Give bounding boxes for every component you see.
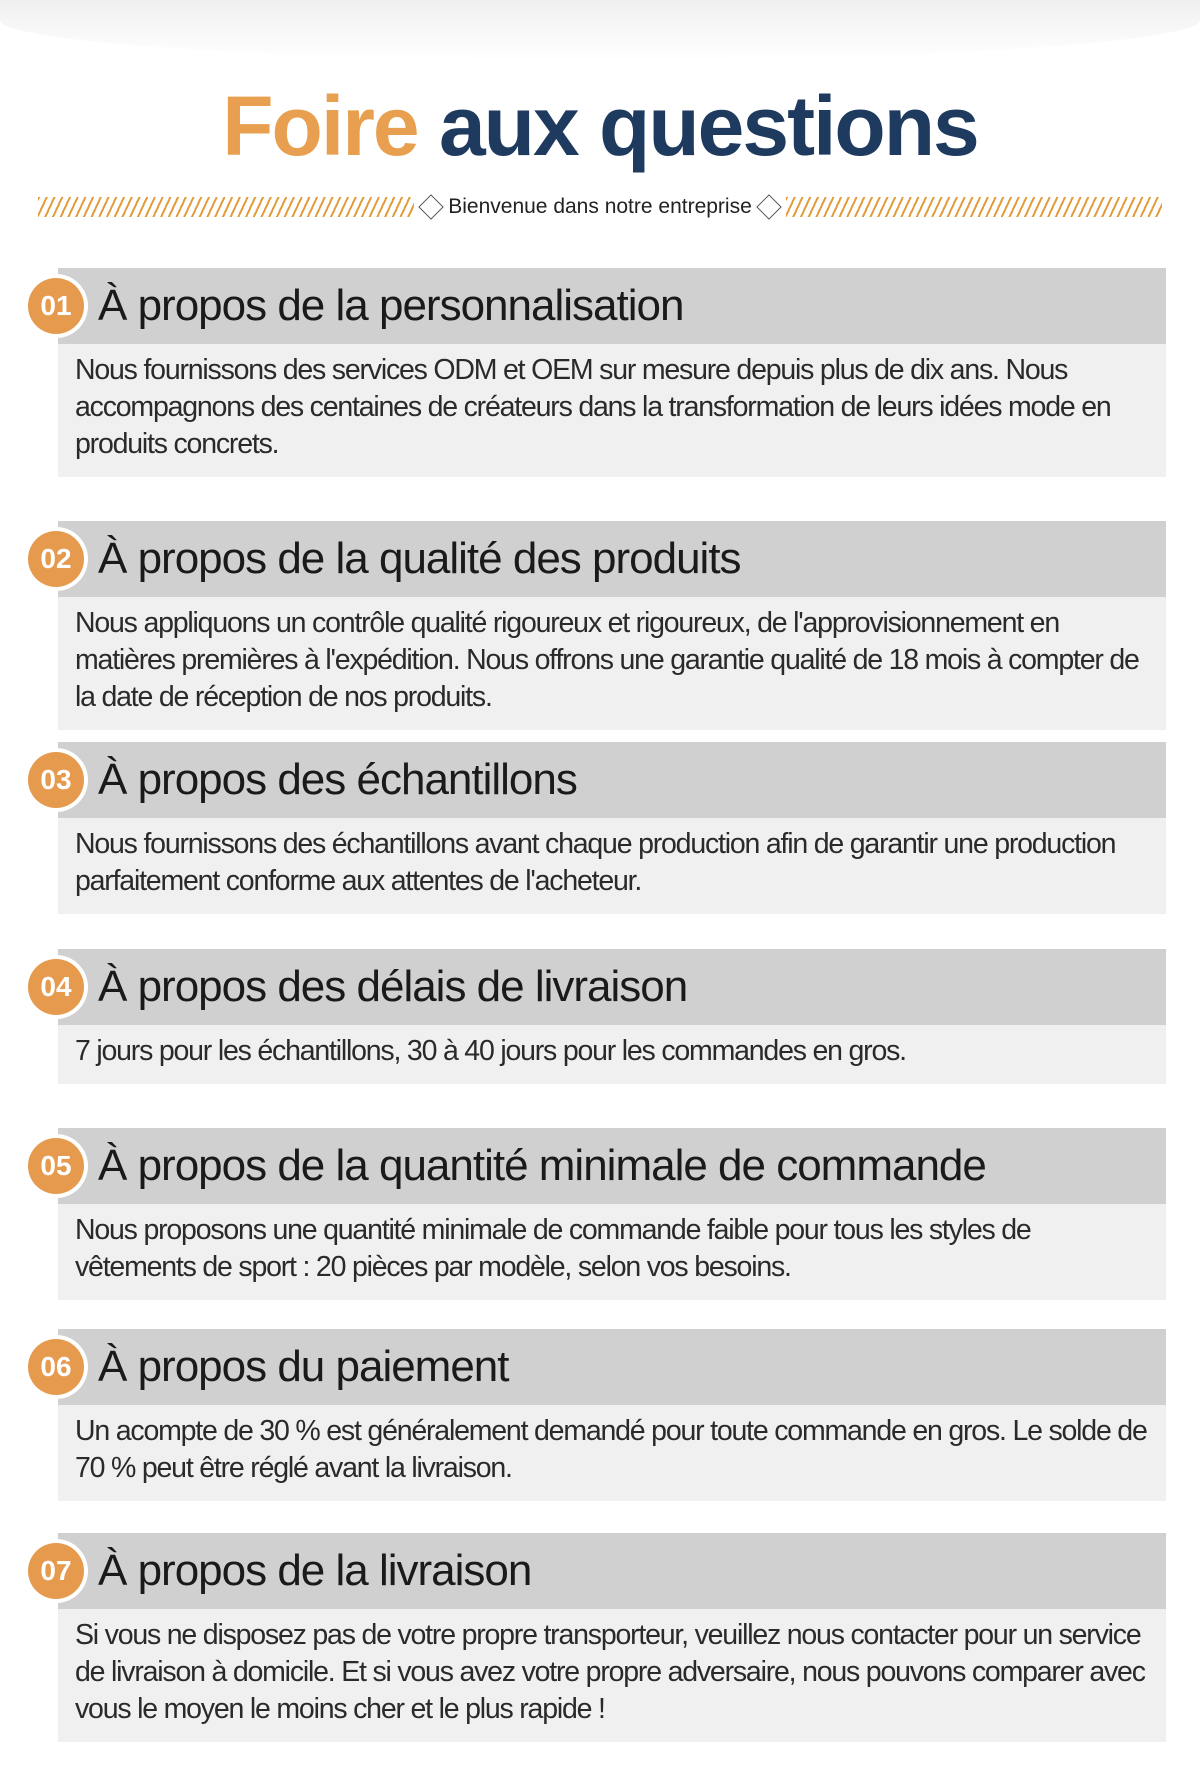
faq-answer: Nous proposons une quantité minimale de commande faible pour tous les styles de vêtements de sport : 20 pièces par modèle, selon vos besoins. — [58, 1204, 1166, 1300]
faq-answer: Nous fournissons des échantillons avant chaque production afin de garantir une production parfaitement conforme aux attentes de l'acheteur. — [58, 818, 1166, 914]
faq-item-paiement — [40, 1329, 1166, 1501]
faq-header — [40, 521, 1166, 597]
faq-header — [40, 949, 1166, 1025]
faq-number-badge: 06 — [28, 1339, 84, 1395]
faq-title: À propos du paiement — [98, 1342, 509, 1391]
faq-number-badge: 02 — [28, 531, 84, 587]
faq-title: À propos de la quantité minimale de commande — [98, 1141, 986, 1190]
faq-item-delais — [40, 949, 1166, 1084]
faq-number-badge: 05 — [28, 1138, 84, 1194]
faq-item-echantillons — [40, 742, 1166, 914]
faq-number-badge: 04 — [28, 959, 84, 1015]
faq-answer: Nous appliquons un contrôle qualité rigoureux et rigoureux, de l'approvisionnement en matières premières à l'expédition. Nous offrons une garantie qualité de 18 mois à compter de la date de réception de nos produits. — [58, 597, 1166, 730]
faq-answer: Un acompte de 30 % est généralement demandé pour toute commande en gros. Le solde de 70 % peut être réglé avant la livraison. — [58, 1405, 1166, 1501]
faq-answer: 7 jours pour les échantillons, 30 à 40 jours pour les commandes en gros. — [58, 1025, 1166, 1084]
faq-header — [40, 1329, 1166, 1405]
faq-number-badge: 01 — [28, 278, 84, 334]
faq-number-badge: 07 — [28, 1543, 84, 1599]
faq-title: À propos de la personnalisation — [98, 281, 684, 330]
faq-title: À propos des échantillons — [98, 755, 577, 804]
faq-header — [40, 268, 1166, 344]
faq-item-livraison — [40, 1533, 1166, 1742]
hatch-decoration-left — [38, 197, 414, 217]
faq-answer: Nous fournissons des services ODM et OEM sur mesure depuis plus de dix ans. Nous accompagnons des centaines de créateurs dans la transformation de leurs idées mode en produits concrets. — [58, 344, 1166, 477]
faq-answer: Si vous ne disposez pas de votre propre transporteur, veuillez nous contacter pour un service de livraison à domicile. Et si vous avez votre propre adversaire, nous pouvons comparer avec vous le moyen le moins cher et le plus rapide ! — [58, 1609, 1166, 1742]
title-word-foire: Foire — [222, 79, 418, 173]
faq-header — [40, 1128, 1166, 1204]
faq-title: À propos de la qualité des produits — [98, 534, 741, 583]
hatch-decoration-right — [786, 197, 1162, 217]
welcome-subtitle: Bienvenue dans notre entreprise — [448, 195, 752, 218]
faq-item-qualite — [40, 521, 1166, 730]
page-title — [0, 78, 1200, 175]
faq-title: À propos de la livraison — [98, 1546, 532, 1595]
faq-item-moq — [40, 1128, 1166, 1300]
faq-title: À propos des délais de livraison — [98, 962, 688, 1011]
faq-number-badge: 03 — [28, 752, 84, 808]
top-shadow — [0, 0, 1200, 60]
title-word-questions: aux questions — [438, 79, 978, 173]
faq-header — [40, 1533, 1166, 1609]
subtitle-row — [38, 192, 1162, 222]
diamond-icon-left — [419, 194, 444, 219]
faq-header — [40, 742, 1166, 818]
faq-item-personnalisation — [40, 268, 1166, 477]
diamond-icon-right — [756, 194, 781, 219]
